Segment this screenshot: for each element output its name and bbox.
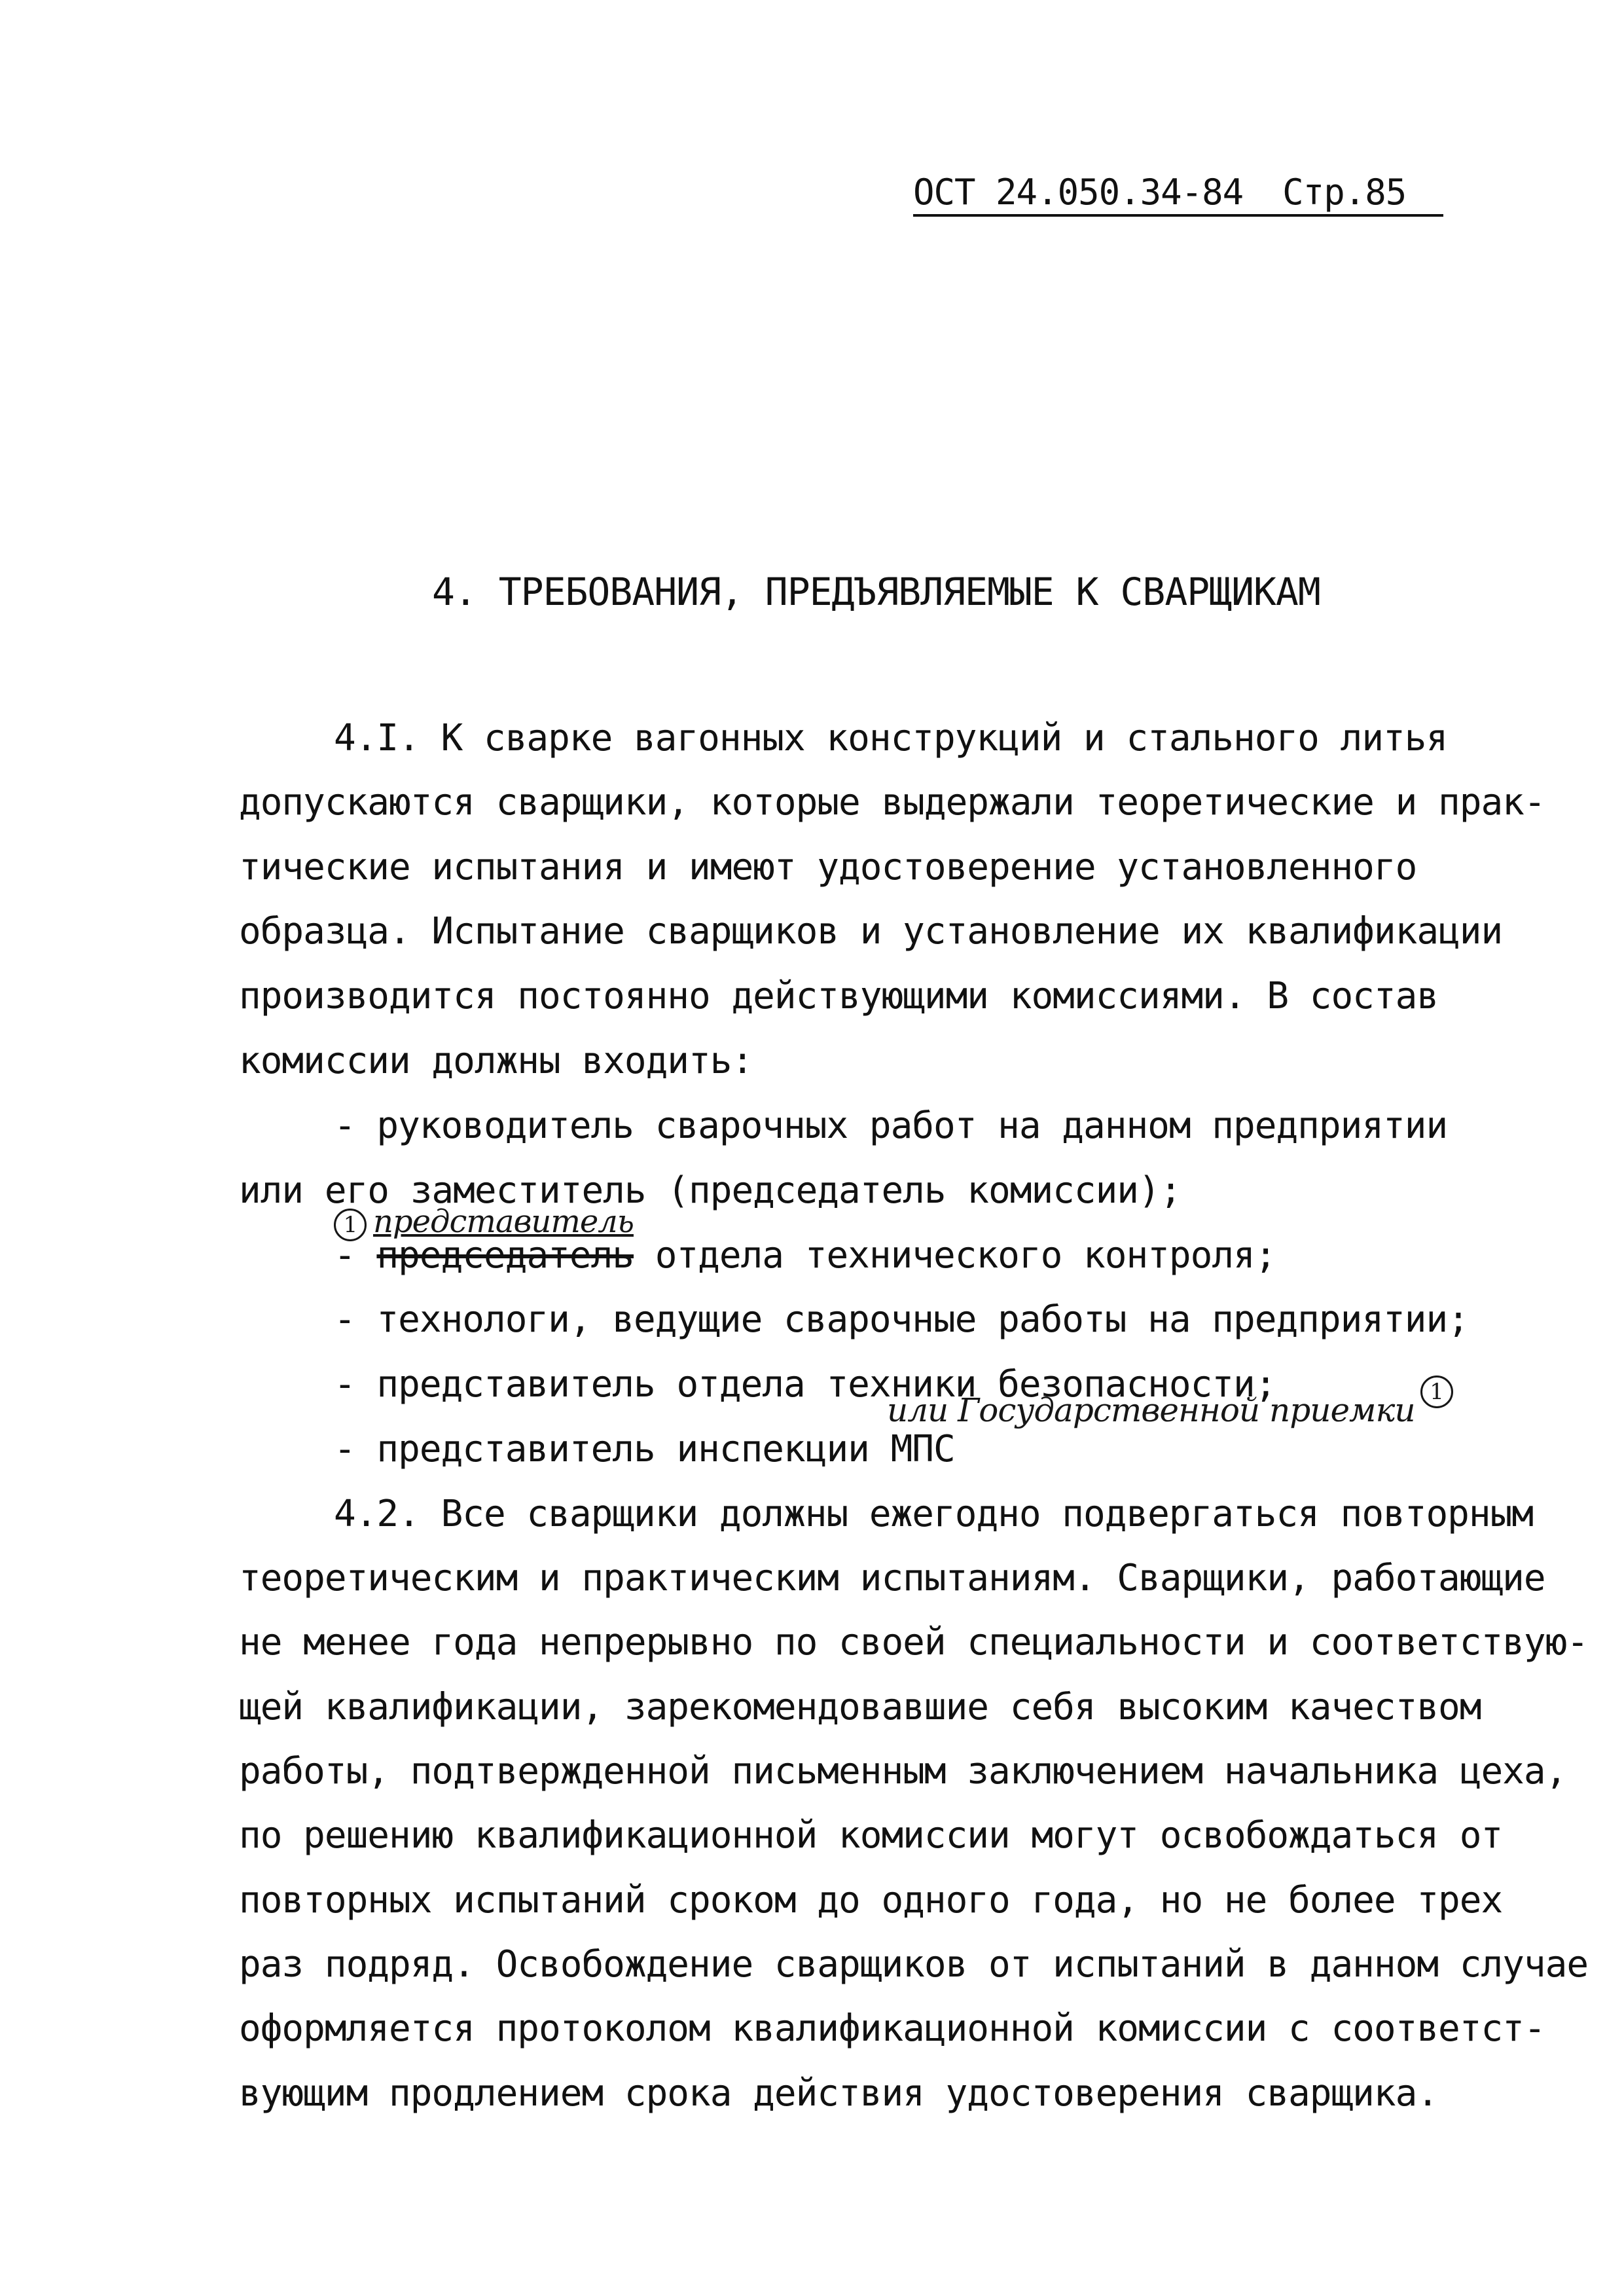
correction-text: или Государственной приемки xyxy=(887,1391,1415,1429)
page-header xyxy=(913,172,1443,217)
list-item-text: отдела технического контроля; xyxy=(634,1234,1276,1277)
list-item-leader: - руководитель сварочных работ на данном предприятии xyxy=(334,1104,1448,1147)
paragraph-4-2-line: щей квалификации, зарекомендовавшие себя высоким качеством xyxy=(239,1686,1481,1728)
paragraph-4-2-line: работы, подтвержденной письменным заключением начальника цеха, xyxy=(239,1750,1567,1793)
paragraph-4-1-line: образца. Испытание сварщиков и установление их квалификации xyxy=(239,910,1503,953)
correction-text: представитель xyxy=(373,1203,634,1240)
struck-word: председатель xyxy=(376,1234,634,1277)
paragraph-4-2-line: не менее года непрерывно по своей специальности и соответствую- xyxy=(239,1621,1589,1664)
paragraph-4-2-line: оформляется протоколом квалификационной комиссии с соответст- xyxy=(239,2007,1545,2050)
standard-number: ОСТ 24.050.34-84 xyxy=(913,172,1244,213)
section-heading: 4. ТРЕБОВАНИЯ, ПРЕДЪЯВЛЯЕМЫЕ К СВАРЩИКАМ xyxy=(432,570,1320,614)
handwritten-correction-2 xyxy=(887,1379,1460,1430)
paragraph-4-1-line: тические испытания и имеют удостоверение установленного xyxy=(239,846,1417,888)
paragraph-4-2-line: 4.2. Все сварщики должны ежегодно подвергаться повторным xyxy=(334,1493,1534,1535)
paragraph-4-2-line: повторных испытаний сроком до одного года, но не более трех xyxy=(239,1879,1503,1922)
paragraph-4-1-line: 4.I. К сварке вагонных конструкций и стального литья xyxy=(334,717,1448,759)
paragraph-4-2-line: теоретическим и практическим испытаниям. Сварщики, работающие xyxy=(239,1557,1545,1599)
correction-number: 1 xyxy=(1420,1376,1453,1408)
page-number: Стр.85 xyxy=(1282,172,1407,213)
list-item-technologists: - технологи, ведущие сварочные работы на предприятии; xyxy=(334,1298,1469,1341)
list-item-safety: - представитель отдела техники безопасности; xyxy=(334,1363,1276,1406)
paragraph-4-2-line: вующим продлением срока действия удостоверения сварщика. xyxy=(239,2072,1439,2115)
list-item-mps: - представитель инспекции МПС xyxy=(334,1428,955,1470)
dash: - xyxy=(334,1234,377,1277)
paragraph-4-1-line: производится постоянно действующими комиссиями. В состав xyxy=(239,975,1439,1017)
correction-number: 1 xyxy=(334,1209,367,1241)
paragraph-4-1-line: комиссии должны входить: xyxy=(239,1040,753,1082)
paragraph-4-1-line: допускаются сварщики, которые выдержали теоретические и прак- xyxy=(239,781,1545,824)
list-item-leader-cont: или его заместитель (председатель комиссии); xyxy=(239,1169,1182,1212)
paragraph-4-2-line: раз подряд. Освобождение сварщиков от испытаний в данном случае xyxy=(239,1943,1589,1986)
paragraph-4-2-line: по решению квалификационной комиссии могут освобождаться от xyxy=(239,1814,1503,1857)
list-item-qc xyxy=(334,1234,1276,1277)
